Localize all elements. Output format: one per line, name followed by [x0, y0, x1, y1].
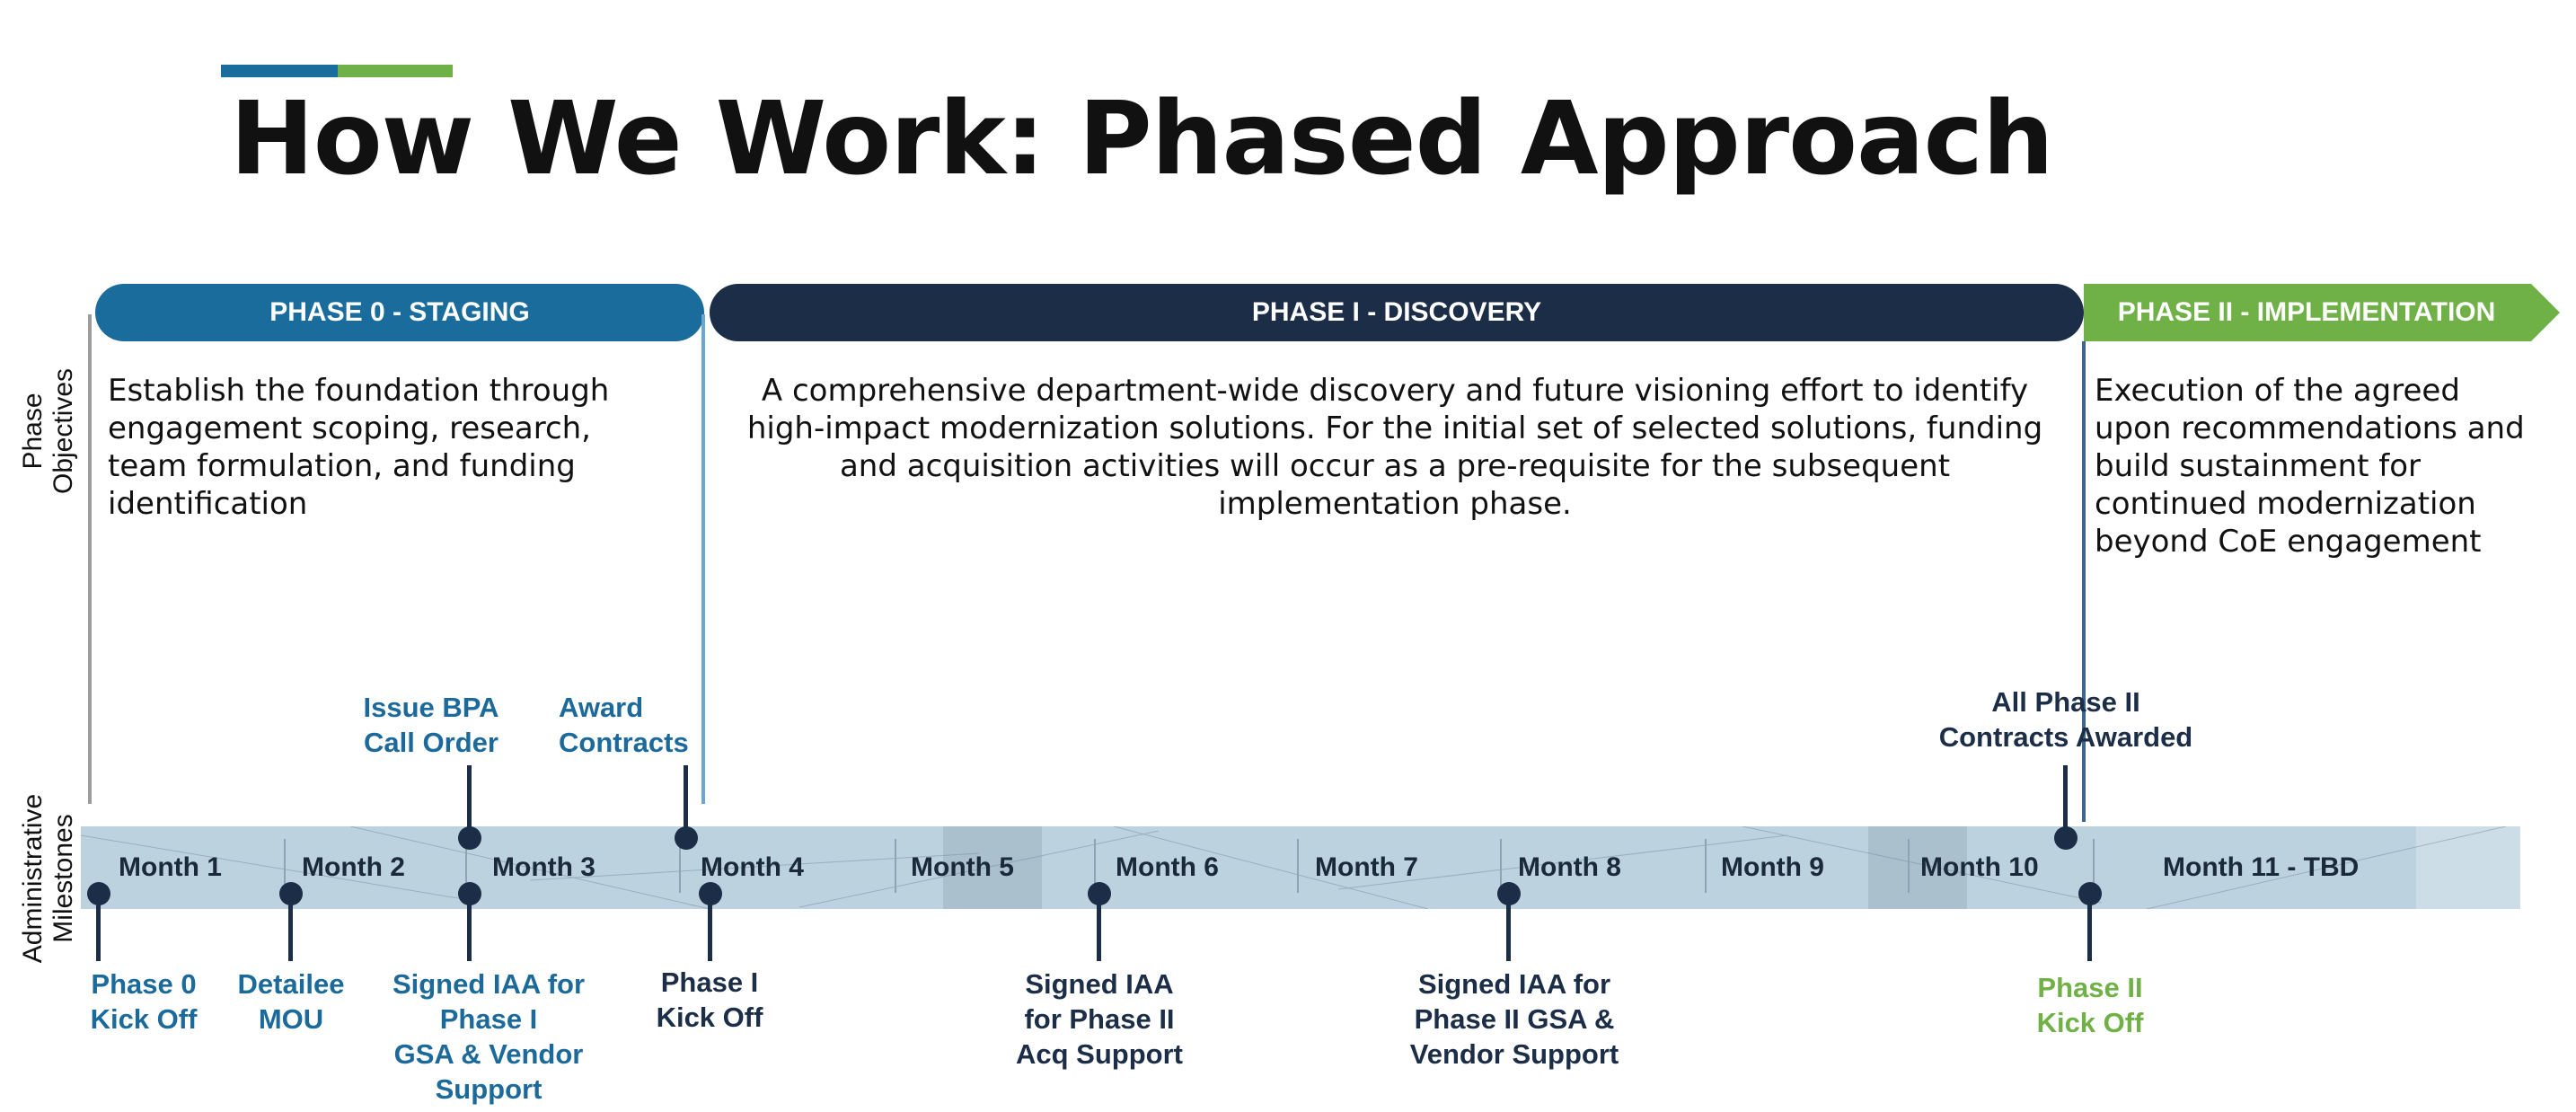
phase-1-bar — [710, 284, 2084, 341]
milestone-phase2-contracts-awarded: All Phase II Contracts Awarded — [1938, 686, 2193, 753]
administrative-milestones-label: Administrative Milestones — [18, 793, 78, 964]
phase-objectives-label: Phase Objectives — [18, 367, 78, 494]
pin-detailee-stem — [288, 898, 293, 961]
phase-0-objective: Establish the foundation through engagement scoping, research, team formulation, and funding identification — [108, 373, 610, 522]
timeline-texture — [81, 826, 2520, 909]
phase-1-objective: A comprehensive department-wide discovery and future visioning effort to identify high-impact modernization solutions. For the initial set of selected solutions, funding and acquisition activities will occur as a pre-requisite for the subsequent implementation phase. — [746, 373, 2043, 522]
phase-2-objective: Execution of the agreed upon recommendations and build sustainment for continued modernization beyond CoE engagement — [2095, 373, 2525, 560]
phase-0-bar — [95, 284, 704, 341]
month-1: Month 1 — [119, 852, 222, 882]
pin-award-contracts-dot — [675, 826, 698, 850]
phase-2-bar — [2057, 284, 2560, 341]
milestone-iaa-phase1: Signed IAA for Phase I GSA & Vendor Support — [392, 968, 586, 1105]
month-5: Month 5 — [911, 852, 1014, 882]
milestone-detailee-mou: Detailee MOU — [237, 968, 345, 1035]
month-9: Month 9 — [1721, 852, 1824, 882]
month-3: Month 3 — [492, 852, 595, 882]
pin-award-contracts-stem — [684, 765, 688, 828]
pin-iaa-phase1-stem — [467, 898, 472, 961]
pin-phase2-awarded-dot — [2054, 826, 2078, 850]
milestone-phase2-kickoff: Phase II Kick Off — [2036, 972, 2144, 1038]
timeline-bar — [81, 826, 2520, 909]
pin-phase2-kickoff-stem — [2087, 898, 2092, 961]
pin-issue-bpa-stem — [467, 765, 472, 828]
pin-iaa-phase2-stem — [1506, 898, 1511, 961]
phase-0-end-line — [701, 314, 705, 804]
milestone-iaa-acq-support: Signed IAA for Phase II Acq Support — [1016, 968, 1183, 1070]
pin-phase2-awarded-stem — [2063, 765, 2068, 828]
milestone-iaa-phase2-vendor: Signed IAA for Phase II GSA & Vendor Support — [1409, 968, 1619, 1070]
page-title: How We Work: Phased Approach — [230, 81, 2053, 198]
title-accent-green — [338, 65, 453, 77]
milestone-phase1-kickoff: Phase I Kick Off — [656, 966, 763, 1033]
phase-1-label: PHASE I - DISCOVERY — [1251, 297, 1542, 327]
phase-2-label: PHASE II - IMPLEMENTATION — [2117, 297, 2496, 327]
title-accent-blue — [221, 65, 338, 77]
month-7: Month 7 — [1315, 852, 1418, 882]
month-11: Month 11 - TBD — [2163, 852, 2360, 882]
pin-issue-bpa-dot — [458, 826, 481, 850]
phase-0-label: PHASE 0 - STAGING — [269, 297, 530, 327]
milestone-phase0-kickoff: Phase 0 Kick Off — [90, 968, 198, 1035]
month-2: Month 2 — [302, 852, 405, 882]
milestone-award-contracts: Award Contracts — [559, 692, 689, 758]
month-8: Month 8 — [1518, 852, 1621, 882]
pin-iaa-acq-stem — [1097, 898, 1101, 961]
pin-phase1-kickoff-stem — [708, 898, 712, 961]
month-4: Month 4 — [701, 852, 804, 882]
phase-0-left-line — [88, 314, 92, 804]
month-6: Month 6 — [1116, 852, 1219, 882]
milestone-issue-bpa: Issue BPA Call Order — [363, 692, 499, 758]
month-10: Month 10 — [1920, 852, 2039, 882]
pin-phase0-kickoff-stem — [96, 898, 101, 961]
